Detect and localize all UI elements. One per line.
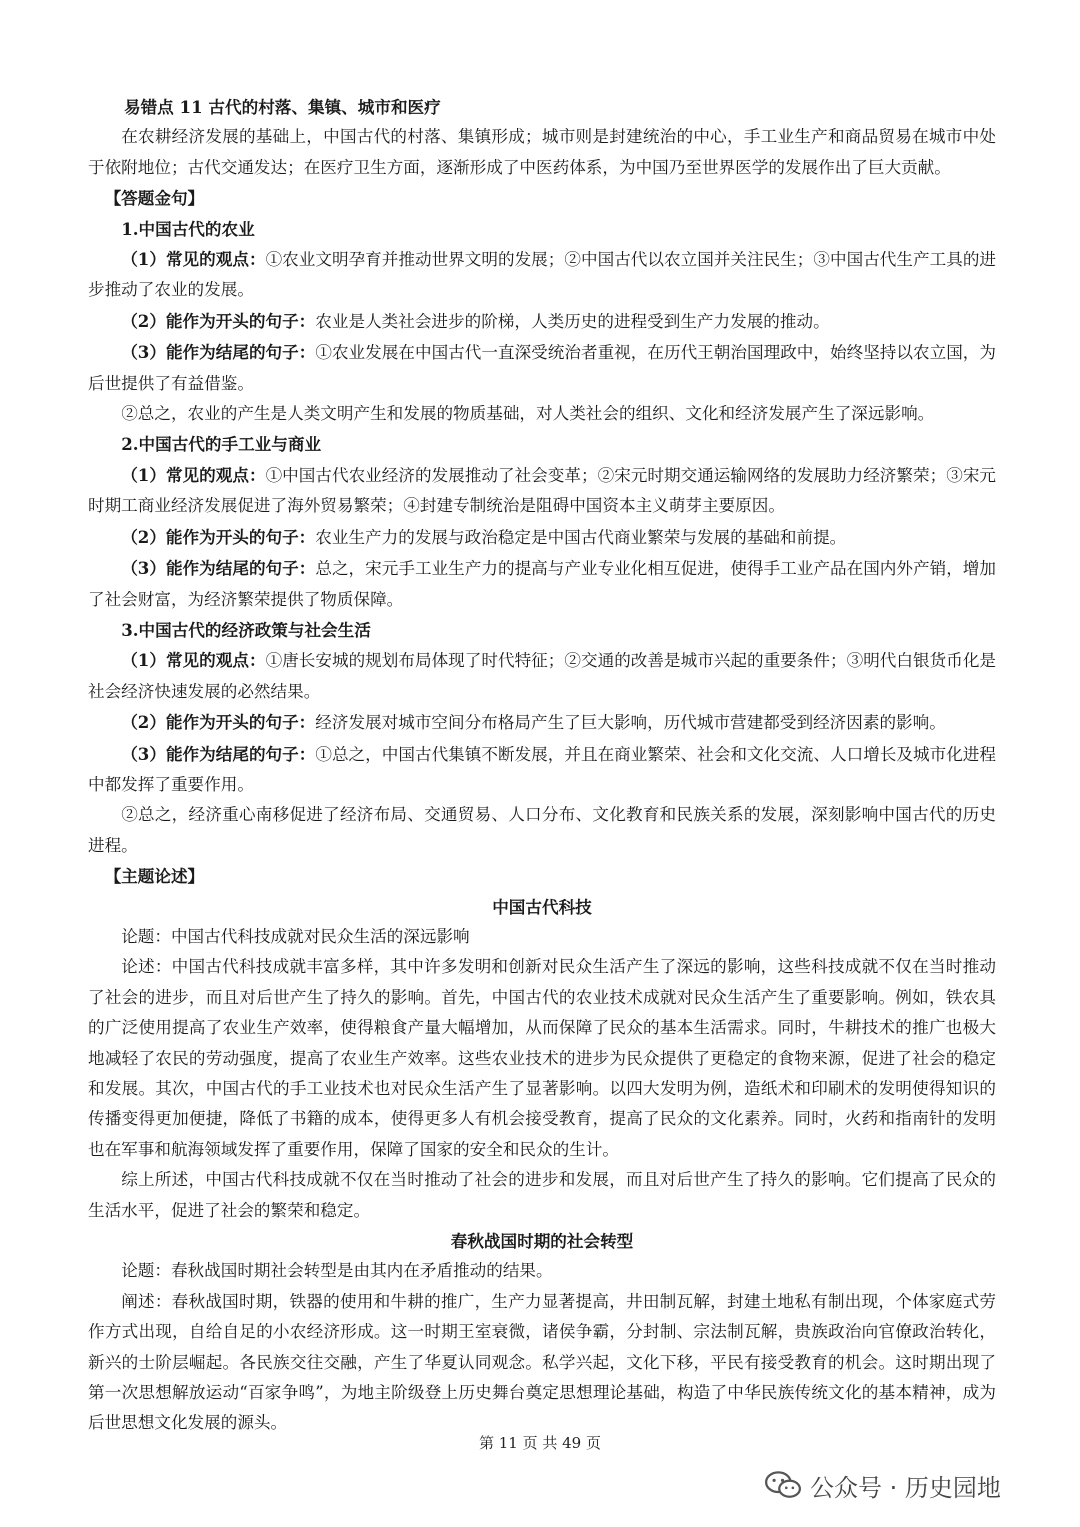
- wechat-icon: [764, 1470, 802, 1500]
- essay1-conclusion: 综上所述，中国古代科技成就不仅在当时推动了社会的进步和发展，而且对后世产生了持久的影响。它们提高了民众的生活水平，促进了社会的繁荣和稳定。: [88, 1170, 996, 1220]
- essay2-title: 春秋战国时期的社会转型: [450, 1231, 634, 1252]
- subheading-agriculture: 1.中国古代的农业: [121, 218, 255, 239]
- econ-closing: ①总之，中国古代集镇不断发展，并且在商业繁荣、社会和文化交流、人口增长及城市化进程中都发挥了重要作用。: [88, 744, 997, 794]
- section-title: 易错点 11 古代的村落、集镇、城市和医疗: [124, 97, 441, 117]
- watermark-text: 公众号 · 历史园地: [810, 1473, 1001, 1502]
- econ-closing-2: ②总之，经济重心南移促进了经济布局、交通贸易、人口分布、文化教育和民族关系的发展，深刻影响中国古代的历史进程。: [88, 805, 996, 855]
- intro-paragraph: 在农耕经济发展的基础上，中国古代的村落、集镇形成；城市则是封建统治的中心，手工业生产和商品贸易在城市中处于依附地位；古代交通发达；在医疗卫生方面，逐渐形成了中医药体系，为中国乃至世界医学的发展作出了巨大贡献。: [88, 127, 996, 177]
- craft-opening: 农业生产力的发展与政治稳定是中国古代商业繁荣与发展的基础和前提。: [315, 527, 847, 547]
- theme-essays-heading: 【主题论述】: [104, 866, 205, 887]
- agri-closing: ①农业发展在中国古代一直深受统治者重视，在历代王朝治国理政中，始终坚持以农立国，为后世提供了有益借鉴。: [88, 343, 997, 393]
- agri-closing-2: ②总之，农业的产生是人类文明产生和发展的物质基础，对人类社会的组织、文化和经济发展产生了深远影响。: [121, 404, 935, 424]
- label-opening: （2）能作为开头的句子：: [121, 712, 316, 733]
- label-closing: （3）能作为结尾的句子：: [121, 342, 316, 363]
- econ-opening: 经济发展对城市空间分布格局产生了巨大影响，历代城市营建都受到经济因素的影响。: [315, 713, 946, 733]
- craft-closing: 总之，宋元手工业生产力的提高与产业专业化相互促进，使得手工业产品在国内外产销，增加了社会财富，为经济繁荣提供了物质保障。: [88, 559, 997, 609]
- answer-phrases-heading: 【答题金句】: [104, 188, 205, 209]
- label-closing: （3）能作为结尾的句子：: [121, 743, 316, 764]
- label-views: （1）常见的观点：: [121, 650, 266, 671]
- label-views: （1）常见的观点：: [121, 249, 266, 270]
- econ-views: ①唐长安城的规划布局体现了时代特征；②交通的改善是城市兴起的重要条件；③明代白银货币化是社会经济快速发展的必然结果。: [88, 651, 997, 701]
- essay1-thesis: 论题：中国古代科技成就对民众生活的深远影响: [121, 926, 470, 946]
- agri-views: ①农业文明孕育并推动世界文明的发展；②中国古代以农立国并关注民生；③中国古代生产工具的进步推动了农业的发展。: [88, 250, 997, 300]
- subheading-economic-policy: 3.中国古代的经济政策与社会生活: [121, 619, 371, 640]
- label-closing: （3）能作为结尾的句子：: [121, 558, 316, 579]
- essay1-body: 论述：中国古代科技成就丰富多样，其中许多发明和创新对民众生活产生了深远的影响，这些科技成就不仅在当时推动了社会的进步，而且对后世产生了持久的影响。首先，中国古代的农业技术成就对民众生活产生了重要影响。例如，铁农具的广泛使用提高了农业生产效率，使得粮食产量大幅增加，从而保障了民众的基本生活需求。同时，牛耕技术的推广也极大地减轻了农民的劳动强度，提高了农业生产效率。这些农业技术的进步为民众提供了更稳定的食物来源，促进了社会的稳定和发展。其次，中国古代的手工业技术也对民众生活产生了显著影响。以四大发明为例，造纸术和印刷术的发明使得知识的传播变得更加便捷，降低了书籍的成本，使得更多人有机会接受教育，提高了民众的文化素养。同时，火药和指南针的发明也在军事和航海领域发挥了重要作用，保障了国家的安全和民众的生计。: [88, 957, 996, 1159]
- subheading-handicraft: 2.中国古代的手工业与商业: [121, 434, 322, 455]
- agri-opening: 农业是人类社会进步的阶梯，人类历史的进程受到生产力发展的推动。: [315, 311, 830, 331]
- label-views: （1）常见的观点：: [121, 464, 266, 485]
- label-opening: （2）能作为开头的句子：: [121, 310, 316, 331]
- watermark: [764, 1468, 1001, 1502]
- document-page: [88, 92, 996, 1439]
- essay1-title: 中国古代科技: [492, 896, 592, 917]
- page-number: 第 11 页 共 49 页: [478, 1434, 601, 1452]
- essay2-body: 阐述：春秋战国时期，铁器的使用和牛耕的推广，生产力显著提高，井田制瓦解，封建土地私有制出现，个体家庭式劳作方式出现，自给自足的小农经济形成。这一时期王室衰微，诸侯争霸，分封制、宗法制瓦解，贵族政治向官僚政治转化，新兴的士阶层崛起。各民族交往交融，产生了华夏认同观念。私学兴起，文化下移，平民有接受教育的机会。这时期出现了第一次思想解放运动“百家争鸣”，为地主阶级登上历史舞台奠定思想理论基础，构造了中华民族传统文化的基本精神，成为后世思想文化发展的源头。: [88, 1291, 996, 1433]
- essay2-thesis: 论题：春秋战国时期社会转型是由其内在矛盾推动的结果。: [121, 1261, 553, 1281]
- craft-views: ①中国古代农业经济的发展推动了社会变革；②宋元时期交通运输网络的发展助力经济繁荣；③宋元时期工商业经济发展促进了海外贸易繁荣；④封建专制统治是阻碍中国资本主义萌芽主要原因。: [88, 465, 997, 516]
- label-opening: （2）能作为开头的句子：: [121, 526, 316, 547]
